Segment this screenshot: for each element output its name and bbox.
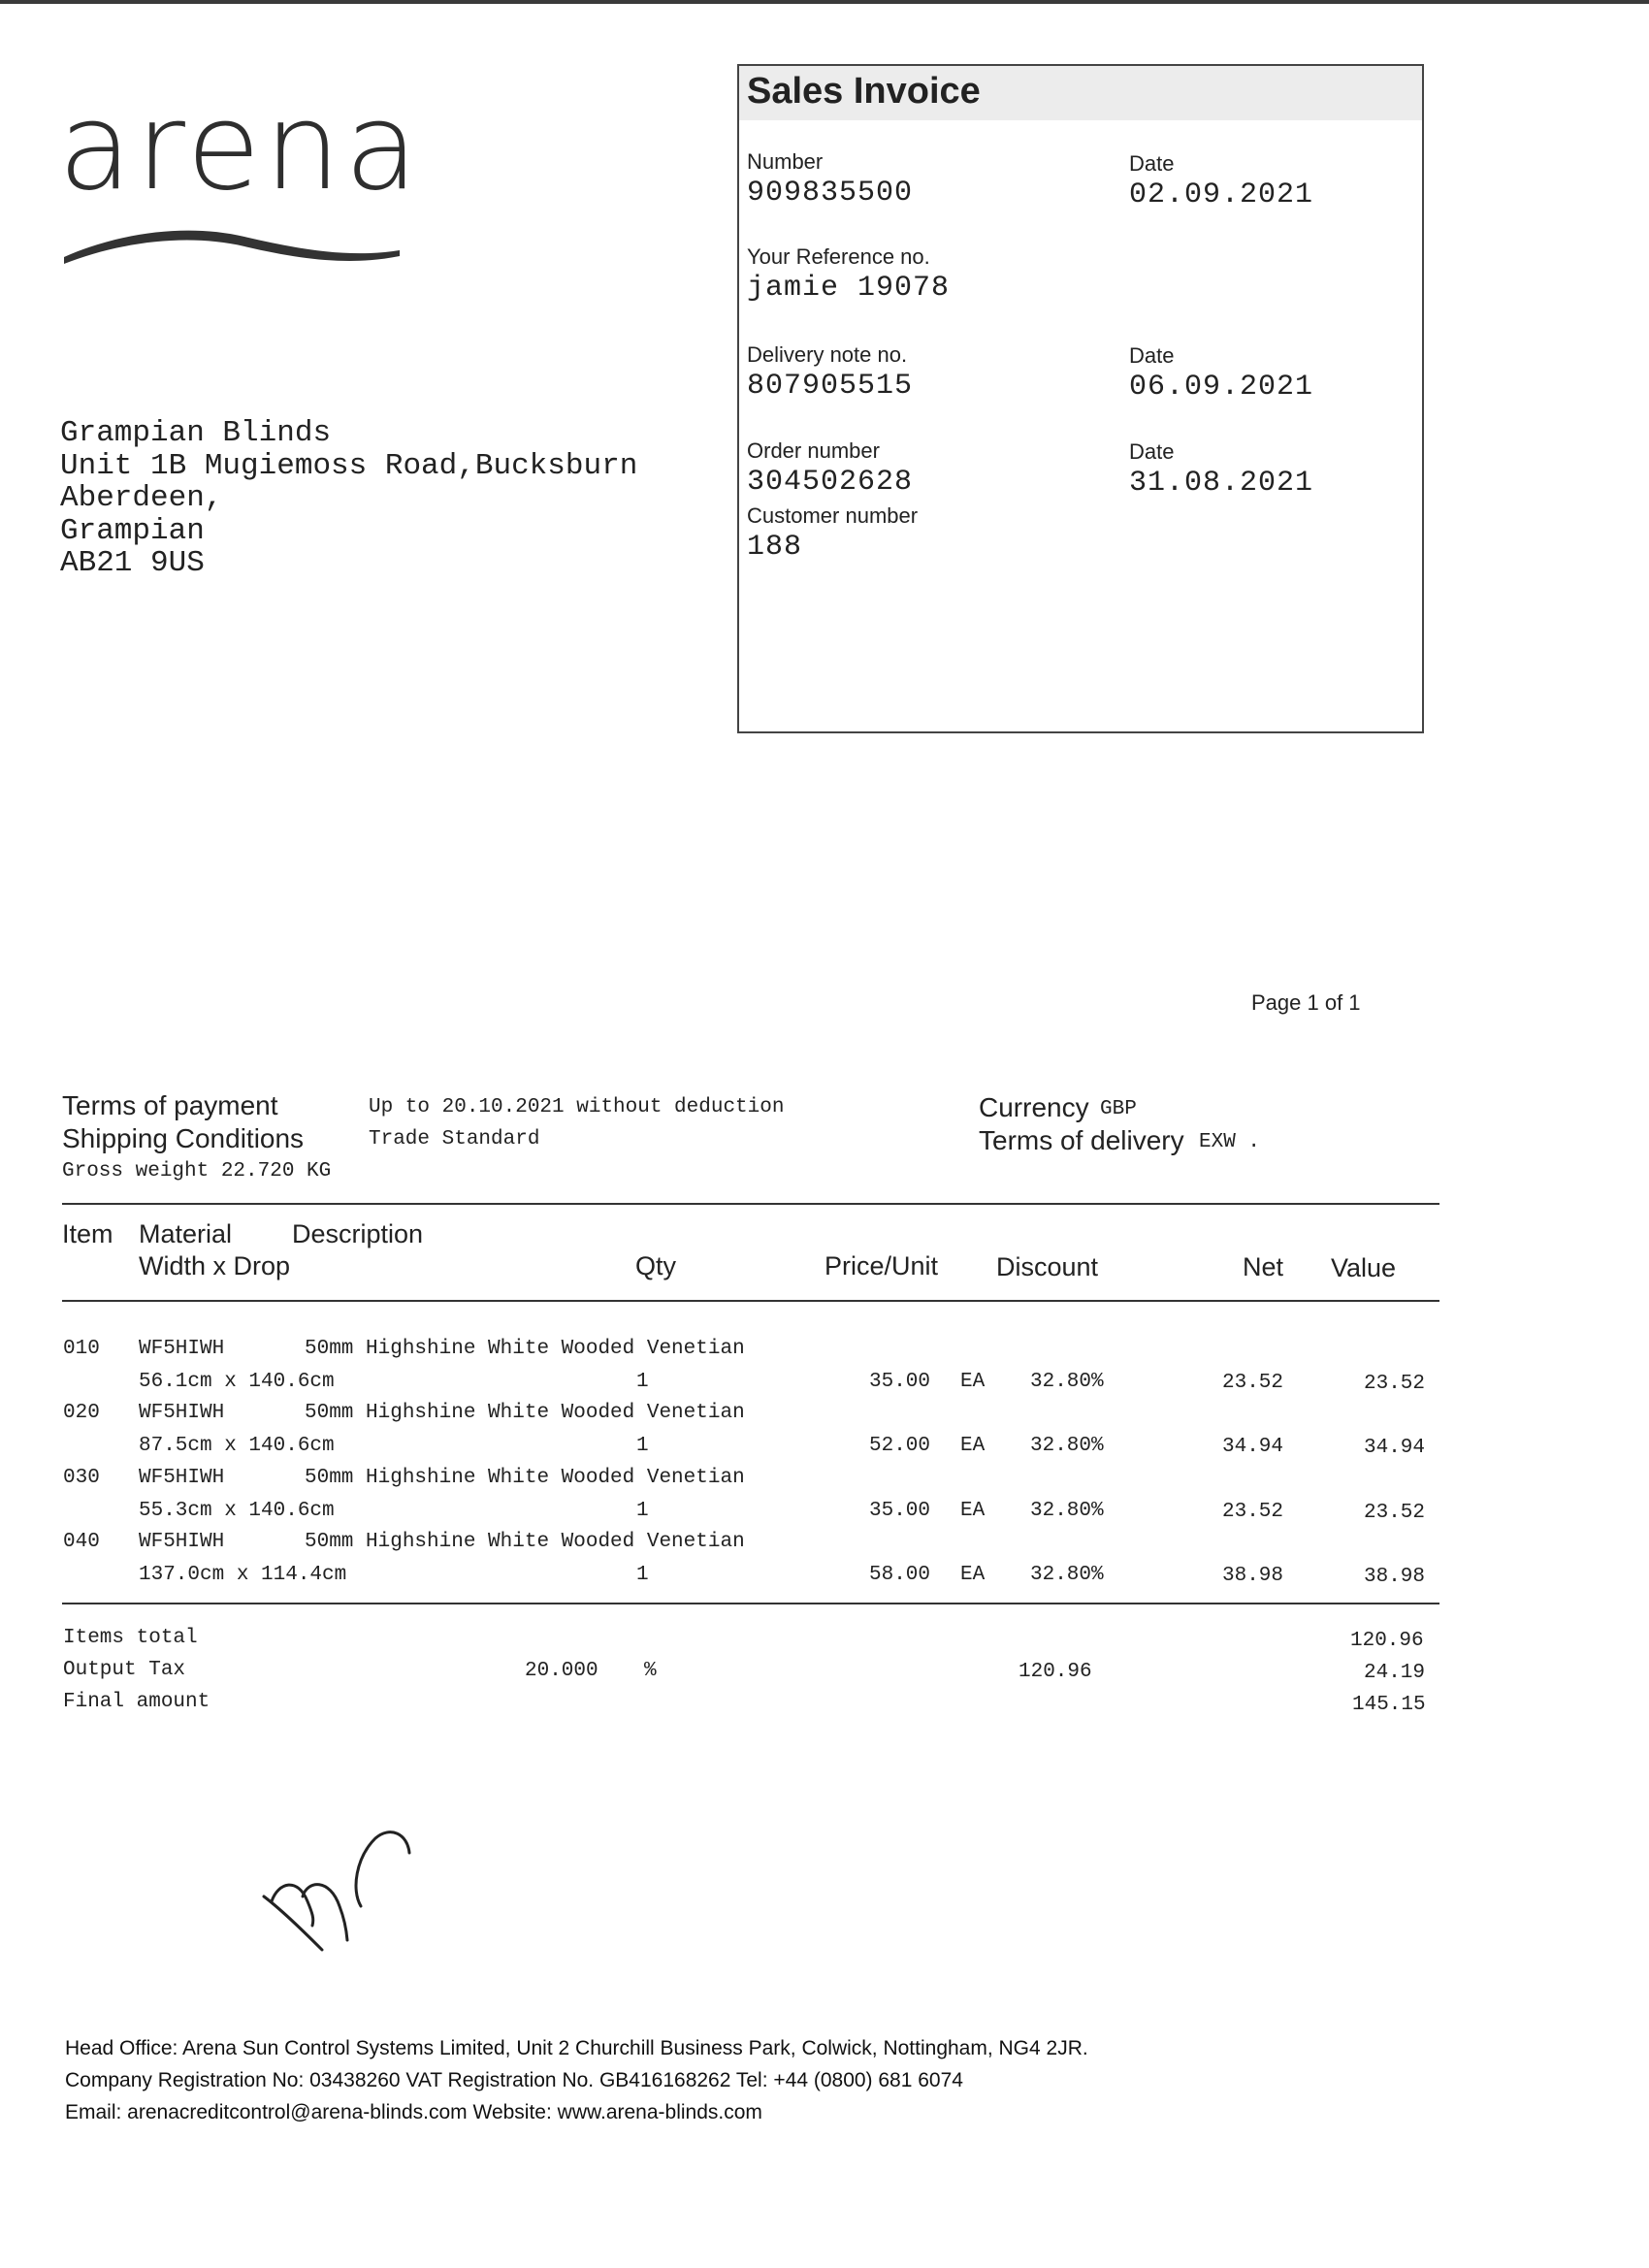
row-value: 34.94 xyxy=(1364,1437,1426,1459)
footer-registration: Company Registration No: 03438260 VAT Registration No. GB416168262 Tel: +44 (0800) 681 6074 xyxy=(65,2069,963,2091)
reference-label: Your Reference no. xyxy=(747,244,930,269)
col-width-drop: Width x Drop xyxy=(139,1251,291,1280)
order-date: 31.08.2021 xyxy=(1129,467,1314,500)
row-qty: 1 xyxy=(636,1500,649,1522)
row-material: WF5HIWH xyxy=(139,1531,225,1553)
row-description: 50mm Highshine White Wooded Venetian xyxy=(305,1467,745,1489)
customer-number-label: Customer number xyxy=(747,503,919,528)
address-line: Grampian Blinds xyxy=(60,416,332,450)
address-line: AB21 9US xyxy=(60,546,205,580)
row-qty: 1 xyxy=(636,1564,649,1586)
row-description: 50mm Highshine White Wooded Venetian xyxy=(305,1531,745,1553)
customer-number: 188 xyxy=(747,531,803,564)
delivery-date: 06.09.2021 xyxy=(1129,371,1314,404)
order-number-label: Order number xyxy=(747,438,880,463)
row-qty: 1 xyxy=(636,1435,649,1457)
row-net: 34.94 xyxy=(1222,1436,1284,1458)
date-label: Date xyxy=(1129,151,1175,176)
row-unit: EA xyxy=(960,1500,986,1522)
scan-edge xyxy=(0,0,1649,4)
recipient-address xyxy=(60,417,637,580)
number-label: Number xyxy=(747,149,824,174)
gross-weight: Gross weight 22.720 KG xyxy=(62,1160,332,1183)
final-amount-value: 145.15 xyxy=(1352,1694,1426,1716)
row-net: 23.52 xyxy=(1222,1501,1284,1523)
col-discount: Discount xyxy=(996,1252,1099,1281)
shipping-conditions-label: Shipping Conditions xyxy=(62,1123,305,1153)
col-value: Value xyxy=(1331,1253,1397,1282)
row-size: 137.0cm x 114.4cm xyxy=(139,1564,347,1586)
col-qty: Qty xyxy=(635,1251,677,1280)
invoice-title: Sales Invoice xyxy=(747,71,981,112)
row-value: 38.98 xyxy=(1364,1566,1426,1588)
row-size: 55.3cm x 140.6cm xyxy=(139,1500,335,1522)
row-material: WF5HIWH xyxy=(139,1467,225,1489)
row-item: 010 xyxy=(63,1338,100,1360)
row-net: 38.98 xyxy=(1222,1565,1284,1587)
reference-value: jamie 19078 xyxy=(747,272,951,305)
address-line: Aberdeen, xyxy=(60,481,223,515)
terms-of-payment-label: Terms of payment xyxy=(62,1090,278,1120)
row-price: 58.00 xyxy=(869,1564,931,1586)
divider xyxy=(62,1300,1439,1302)
order-number: 304502628 xyxy=(747,466,914,499)
divider xyxy=(62,1603,1439,1604)
row-value: 23.52 xyxy=(1364,1373,1426,1395)
terms-of-payment-value: Up to 20.10.2021 without deduction xyxy=(369,1096,785,1118)
shipping-conditions-value: Trade Standard xyxy=(369,1128,540,1150)
tax-value: 24.19 xyxy=(1364,1662,1426,1684)
terms-of-delivery-value: EXW . xyxy=(1199,1131,1261,1153)
logo-wave-icon xyxy=(60,213,409,267)
signature-mark xyxy=(254,1804,419,1960)
row-description: 50mm Highshine White Wooded Venetian xyxy=(305,1338,745,1360)
row-size: 56.1cm x 140.6cm xyxy=(139,1371,335,1393)
row-unit: EA xyxy=(960,1564,986,1586)
invoice-number: 909835500 xyxy=(747,177,914,210)
address-line: Grampian xyxy=(60,513,205,548)
row-unit: EA xyxy=(960,1435,986,1457)
col-item: Item xyxy=(62,1219,113,1248)
order-date-label: Date xyxy=(1129,439,1175,464)
currency-label: Currency xyxy=(979,1092,1089,1122)
invoice-date: 02.09.2021 xyxy=(1129,178,1314,211)
final-amount-label: Final amount xyxy=(63,1691,210,1713)
col-net: Net xyxy=(1243,1252,1284,1281)
row-material: WF5HIWH xyxy=(139,1402,225,1424)
delivery-note-label: Delivery note no. xyxy=(747,342,908,367)
row-net: 23.52 xyxy=(1222,1372,1284,1394)
currency-value: GBP xyxy=(1100,1098,1137,1120)
items-total-label: Items total xyxy=(63,1627,198,1649)
col-price-unit: Price/Unit xyxy=(824,1251,939,1280)
row-discount: 32.80% xyxy=(1030,1500,1104,1522)
footer-head-office: Head Office: Arena Sun Control Systems Limited, Unit 2 Churchill Business Park, Colwick, Nottingham, NG4 2JR. xyxy=(65,2037,1088,2059)
row-item: 040 xyxy=(63,1531,100,1553)
divider xyxy=(62,1203,1439,1205)
row-discount: 32.80% xyxy=(1030,1564,1104,1586)
address-line: Unit 1B Mugiemoss Road,Bucksburn xyxy=(60,448,638,483)
terms-of-delivery-label: Terms of delivery xyxy=(979,1125,1184,1155)
company-logo: arena xyxy=(58,78,423,217)
tax-percent-sign: % xyxy=(644,1660,657,1682)
row-price: 52.00 xyxy=(869,1435,931,1457)
delivery-note-number: 807905515 xyxy=(747,370,914,403)
row-item: 020 xyxy=(63,1402,100,1424)
row-unit: EA xyxy=(960,1371,986,1393)
tax-rate: 20.000 xyxy=(525,1660,598,1682)
footer-contact: Email: arenacreditcontrol@arena-blinds.com Website: www.arena-blinds.com xyxy=(65,2101,762,2123)
col-material: Material xyxy=(139,1219,233,1248)
page-indicator: Page 1 of 1 xyxy=(1251,990,1361,1015)
items-total-value: 120.96 xyxy=(1350,1630,1424,1652)
row-description: 50mm Highshine White Wooded Venetian xyxy=(305,1402,745,1424)
row-material: WF5HIWH xyxy=(139,1338,225,1360)
invoice-details-box xyxy=(737,64,1424,733)
output-tax-label: Output Tax xyxy=(63,1659,186,1681)
delivery-date-label: Date xyxy=(1129,343,1175,368)
row-discount: 32.80% xyxy=(1030,1371,1104,1393)
row-value: 23.52 xyxy=(1364,1502,1426,1524)
row-price: 35.00 xyxy=(869,1500,931,1522)
row-qty: 1 xyxy=(636,1371,649,1393)
row-discount: 32.80% xyxy=(1030,1435,1104,1457)
tax-base: 120.96 xyxy=(1018,1661,1092,1683)
col-description: Description xyxy=(292,1219,424,1248)
row-size: 87.5cm x 140.6cm xyxy=(139,1435,335,1457)
row-price: 35.00 xyxy=(869,1371,931,1393)
row-item: 030 xyxy=(63,1467,100,1489)
